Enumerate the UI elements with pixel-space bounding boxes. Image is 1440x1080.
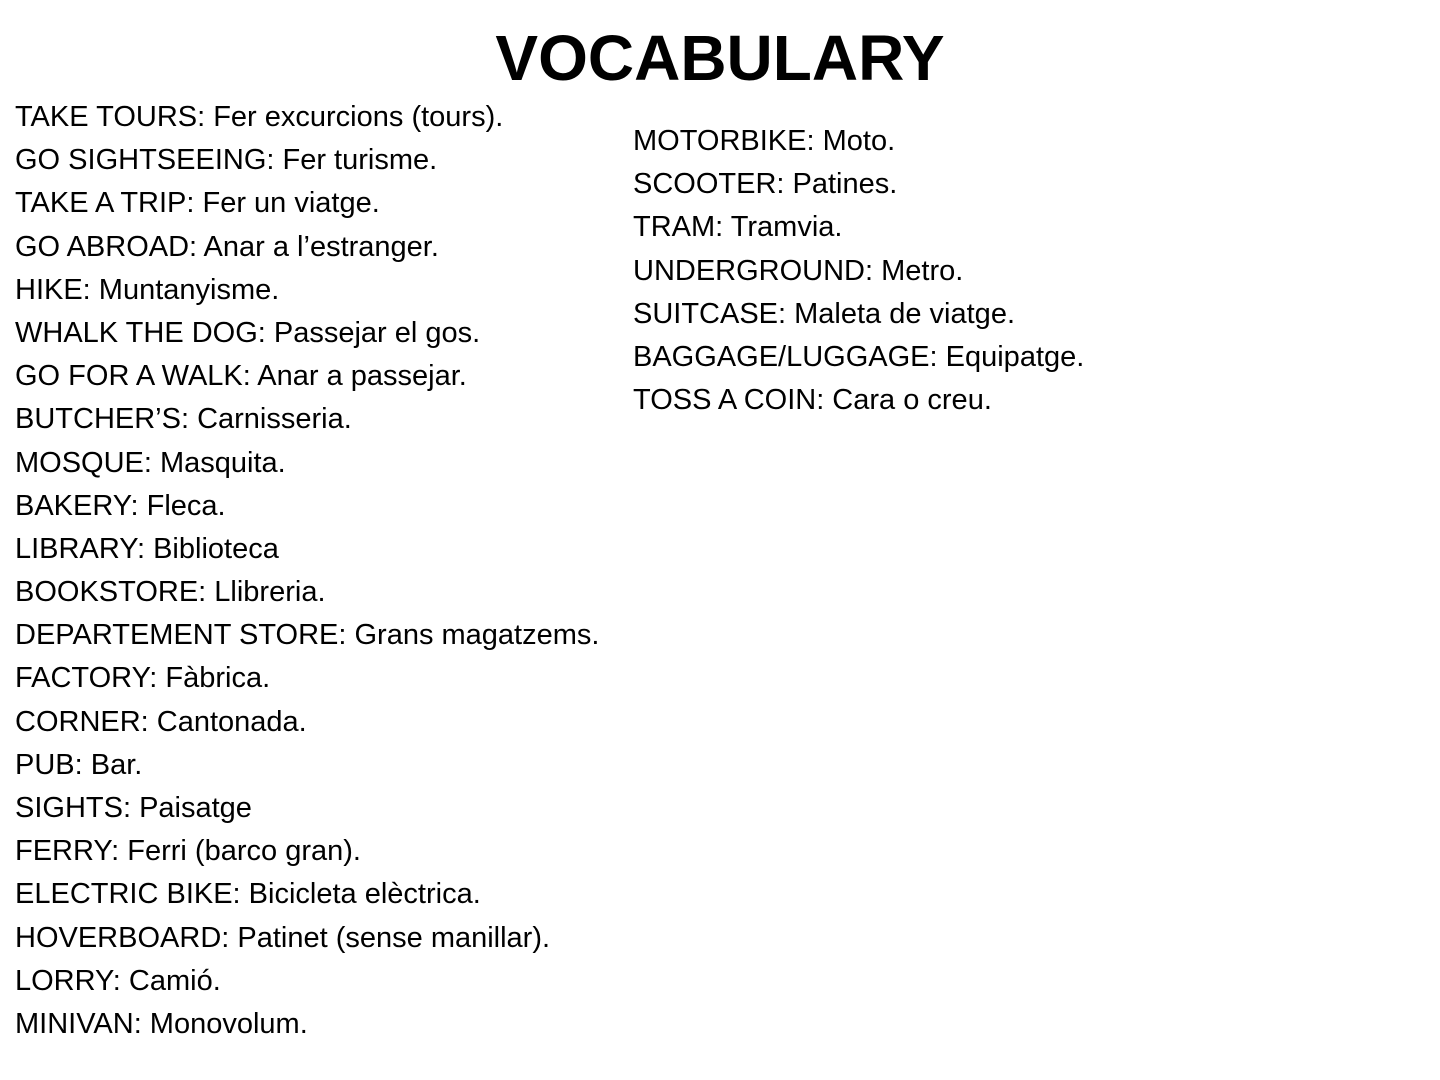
vocabulary-item: SCOOTER: Patines. bbox=[633, 168, 898, 201]
vocabulary-item: GO SIGHTSEEING: Fer turisme. bbox=[15, 144, 438, 177]
vocabulary-item: MOSQUE: Masquita. bbox=[15, 446, 286, 479]
vocabulary-item: HOVERBOARD: Patinet (sense manillar). bbox=[15, 921, 551, 954]
vocabulary-item: FERRY: Ferri (barco gran). bbox=[15, 835, 361, 868]
vocabulary-item: DEPARTEMENT STORE: Grans magatzems. bbox=[15, 619, 600, 652]
vocabulary-item: TAKE TOURS: Fer excurcions (tours). bbox=[15, 101, 504, 133]
vocabulary-item: HIKE: Muntanyisme. bbox=[15, 273, 280, 306]
vocabulary-list-left bbox=[15, 96, 599, 1046]
vocabulary-item: MOTORBIKE: Moto. bbox=[633, 125, 896, 157]
page-title: VOCABULARY bbox=[495, 22, 945, 94]
vocabulary-item: CORNER: Cantonada. bbox=[15, 705, 307, 738]
vocabulary-item: BAGGAGE/LUGGAGE: Equipatge. bbox=[633, 340, 1085, 373]
vocabulary-item: ELECTRIC BIKE: Bicicleta elèctrica. bbox=[15, 878, 481, 911]
vocabulary-item: GO ABROAD: Anar a l’estranger. bbox=[15, 230, 439, 263]
vocabulary-item: TOSS A COIN: Cara o creu. bbox=[633, 384, 992, 417]
vocabulary-item: FACTORY: Fàbrica. bbox=[15, 662, 271, 695]
vocabulary-item: SIGHTS: Paisatge bbox=[15, 792, 252, 824]
vocabulary-item: WHALK THE DOG: Passejar el gos. bbox=[15, 316, 481, 349]
vocabulary-item: TRAM: Tramvia. bbox=[633, 211, 843, 244]
vocabulary-item: MINIVAN: Monovolum. bbox=[15, 1007, 308, 1040]
vocabulary-item: BOOKSTORE: Llibreria. bbox=[15, 576, 326, 609]
vocabulary-item: LIBRARY: Biblioteca bbox=[15, 532, 279, 565]
vocabulary-item: SUITCASE: Maleta de viatge. bbox=[633, 297, 1015, 330]
vocabulary-item: LORRY: Camió. bbox=[15, 964, 221, 997]
vocabulary-item: UNDERGROUND: Metro. bbox=[633, 254, 964, 287]
vocabulary-item: BAKERY: Fleca. bbox=[15, 489, 226, 522]
vocabulary-item: GO FOR A WALK: Anar a passejar. bbox=[15, 360, 467, 393]
vocabulary-item: PUB: Bar. bbox=[15, 748, 143, 781]
vocabulary-item: BUTCHER’S: Carnisseria. bbox=[15, 403, 352, 436]
vocabulary-list-right bbox=[633, 120, 1084, 422]
vocabulary-item: TAKE A TRIP: Fer un viatge. bbox=[15, 187, 380, 220]
